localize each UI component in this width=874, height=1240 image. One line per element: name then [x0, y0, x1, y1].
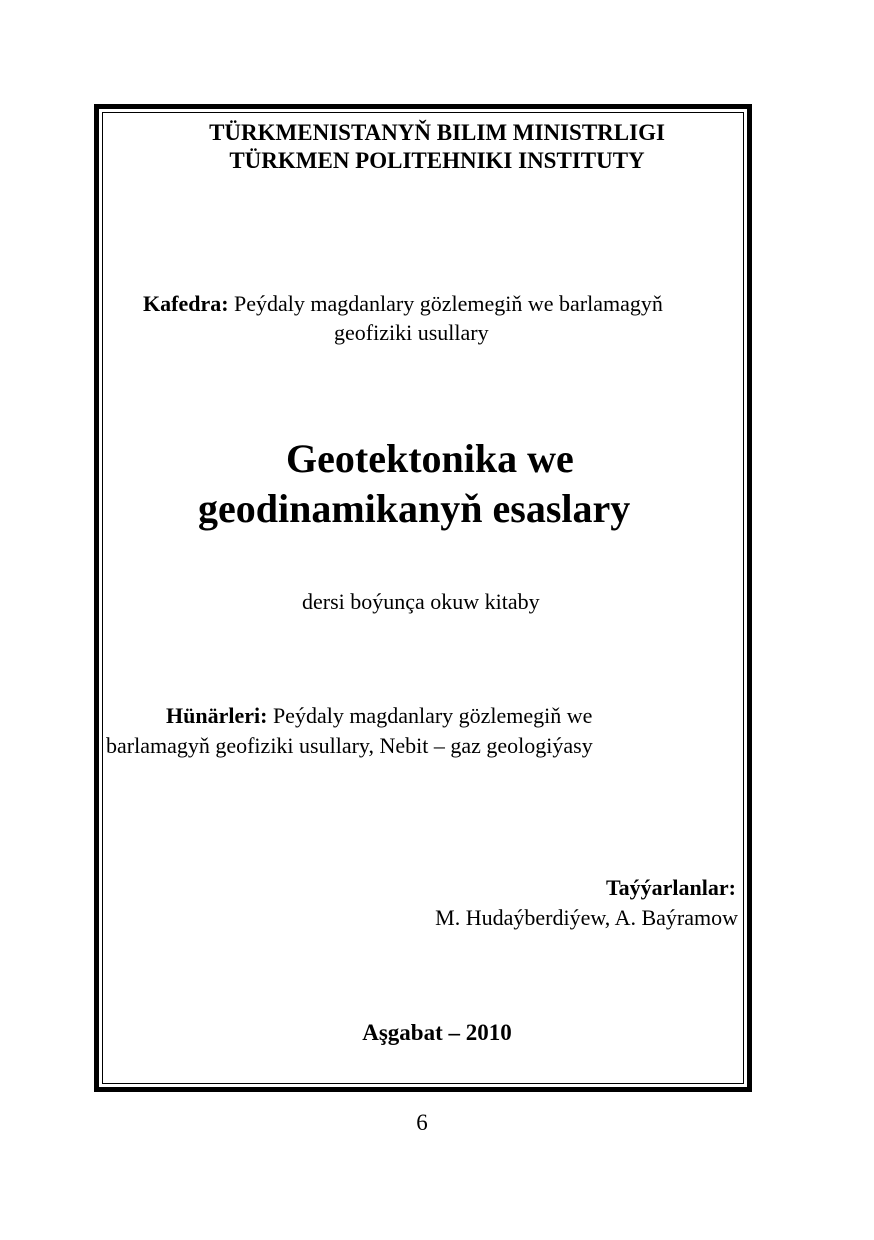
specialties-text-1: Peýdaly magdanlary gözlemegiň we: [272, 703, 593, 728]
specialties-line-1: [166, 705, 592, 727]
authors-names: M. Hudaýberdiýew, A. Baýramow: [435, 905, 738, 930]
place-and-year: Aşgabat – 2010: [362, 1020, 512, 1045]
specialties-label: Hünärleri:: [166, 703, 268, 728]
book-title-line-2: geodinamikanyň esaslary: [198, 486, 631, 531]
page-number: 6: [416, 1110, 428, 1135]
department-label: Kafedra:: [143, 291, 229, 316]
department-name-2: geofiziki usullary: [334, 320, 489, 345]
book-title-line-1: Geotektonika we: [286, 436, 574, 481]
department-name-1: Peýdaly magdanlary gözlemegiň we barlamagyň: [234, 291, 663, 316]
department-line-1: [143, 293, 663, 315]
authors-label: Taýýarlanlar:: [606, 875, 736, 900]
book-subtitle: dersi boýunça okuw kitaby: [302, 589, 540, 614]
institute-name: TÜRKMEN POLITEHNIKI INSTITUTY: [229, 148, 645, 173]
ministry-name: TÜRKMENISTANYŇ BILIM MINISTRLIGI: [209, 120, 665, 145]
specialties-text-2: barlamagyň geofiziki usullary, Nebit – gaz geologiýasy: [106, 733, 593, 758]
